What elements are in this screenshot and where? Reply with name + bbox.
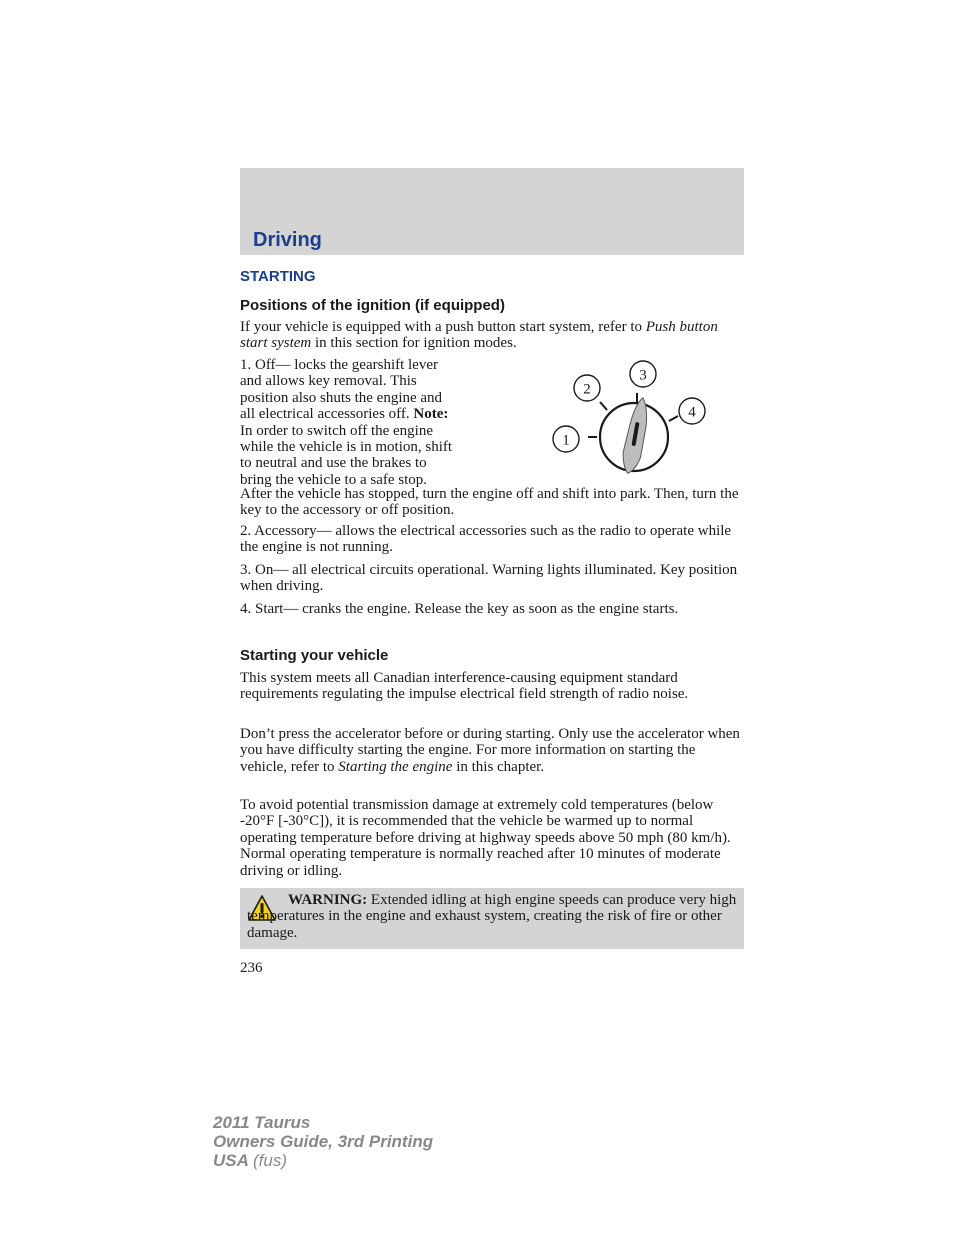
off-line — [240, 406, 490, 422]
warning-label: WARNING: — [288, 892, 368, 908]
footer-model: 2011 Taurus — [213, 1113, 311, 1132]
label-2: 2 — [583, 381, 591, 398]
ignition-diagram — [548, 360, 713, 480]
tick-position-4 — [669, 416, 678, 421]
warning-message: Extended idling at high engine speeds can produce very high temperatures in the engine and exhaust system, creating the risk of fire or other damage. — [247, 892, 737, 941]
note-line: to neutral and use the brakes to — [240, 455, 427, 472]
footer-region-code: (fus) — [253, 1151, 287, 1170]
note-line: In order to switch off the engine — [240, 422, 434, 439]
accelerator-text-after: in this chapter. — [456, 758, 545, 775]
tick-position-2 — [600, 402, 607, 410]
ignition-intro-after: in this section for ignition modes. — [315, 335, 517, 352]
ignition-intro — [240, 319, 744, 352]
cold-temperature-paragraph: To avoid potential transmission damage at extremely cold temperatures (below -20°F [-30°C]), it is recommended that the vehicle be warmed up to normal operating temperature before driving at highway speeds above 50 mph (80 km/h). Normal operating temperature is normally reached after 10 minutes of moderate driving or idling. — [240, 797, 731, 879]
push-button-start-reference: Push button start system — [240, 319, 718, 352]
starting-engine-reference: Starting the engine — [338, 758, 453, 775]
off-line-text: all electrical accessories off. — [240, 406, 410, 423]
ignition-intro-before: If your vehicle is equipped with a push button start system, refer to — [240, 319, 642, 335]
document-footer — [213, 1113, 433, 1170]
off-line: position also shuts the engine and — [240, 389, 443, 406]
warning-text — [247, 892, 737, 941]
note-line: bring the vehicle to a safe stop. — [240, 471, 428, 488]
section-title: STARTING — [240, 268, 316, 285]
note-label: Note: — [413, 406, 449, 423]
accelerator-text-before: Don’t press the accelerator before or during starting. Only use the accelerator when you have difficulty starting the engine. For more information on starting the vehicle, refer to — [240, 726, 740, 775]
note-line: while the vehicle is in motion, shift — [240, 439, 453, 456]
off-position-description — [240, 357, 490, 488]
interference-paragraph: This system meets all Canadian interference-causing equipment standard requirements regulating the impulse electrical field strength of radio noise. — [240, 670, 689, 703]
off-position-continued: After the vehicle has stopped, turn the engine off and shift into park. Then, turn the key to the accessory or off position. — [240, 486, 739, 519]
label-1: 1 — [562, 432, 570, 449]
start-position: 4. Start— cranks the engine. Release the key as soon as the engine starts. — [240, 601, 679, 617]
label-3: 3 — [639, 367, 647, 384]
on-position: 3. On— all electrical circuits operational. Warning lights illuminated. Key position when driving. — [240, 562, 738, 595]
chapter-header-band — [240, 168, 744, 255]
footer-region — [213, 1151, 433, 1170]
off-line: 1. Off— locks the gearshift lever — [240, 357, 438, 373]
chapter-title: Driving — [253, 229, 322, 251]
off-line: and allows key removal. This — [240, 373, 417, 390]
label-4: 4 — [688, 404, 696, 421]
footer-region-name: USA — [213, 1151, 249, 1170]
accelerator-paragraph — [240, 726, 744, 775]
footer-guide: Owners Guide, 3rd Printing — [213, 1132, 434, 1151]
page-number: 236 — [240, 960, 263, 976]
accessory-position: 2. Accessory— allows the electrical accessories such as the radio to operate while the engine is not running. — [240, 523, 732, 556]
warning-box — [240, 888, 744, 949]
starting-vehicle-heading: Starting your vehicle — [240, 647, 389, 664]
ignition-heading: Positions of the ignition (if equipped) — [240, 297, 505, 314]
